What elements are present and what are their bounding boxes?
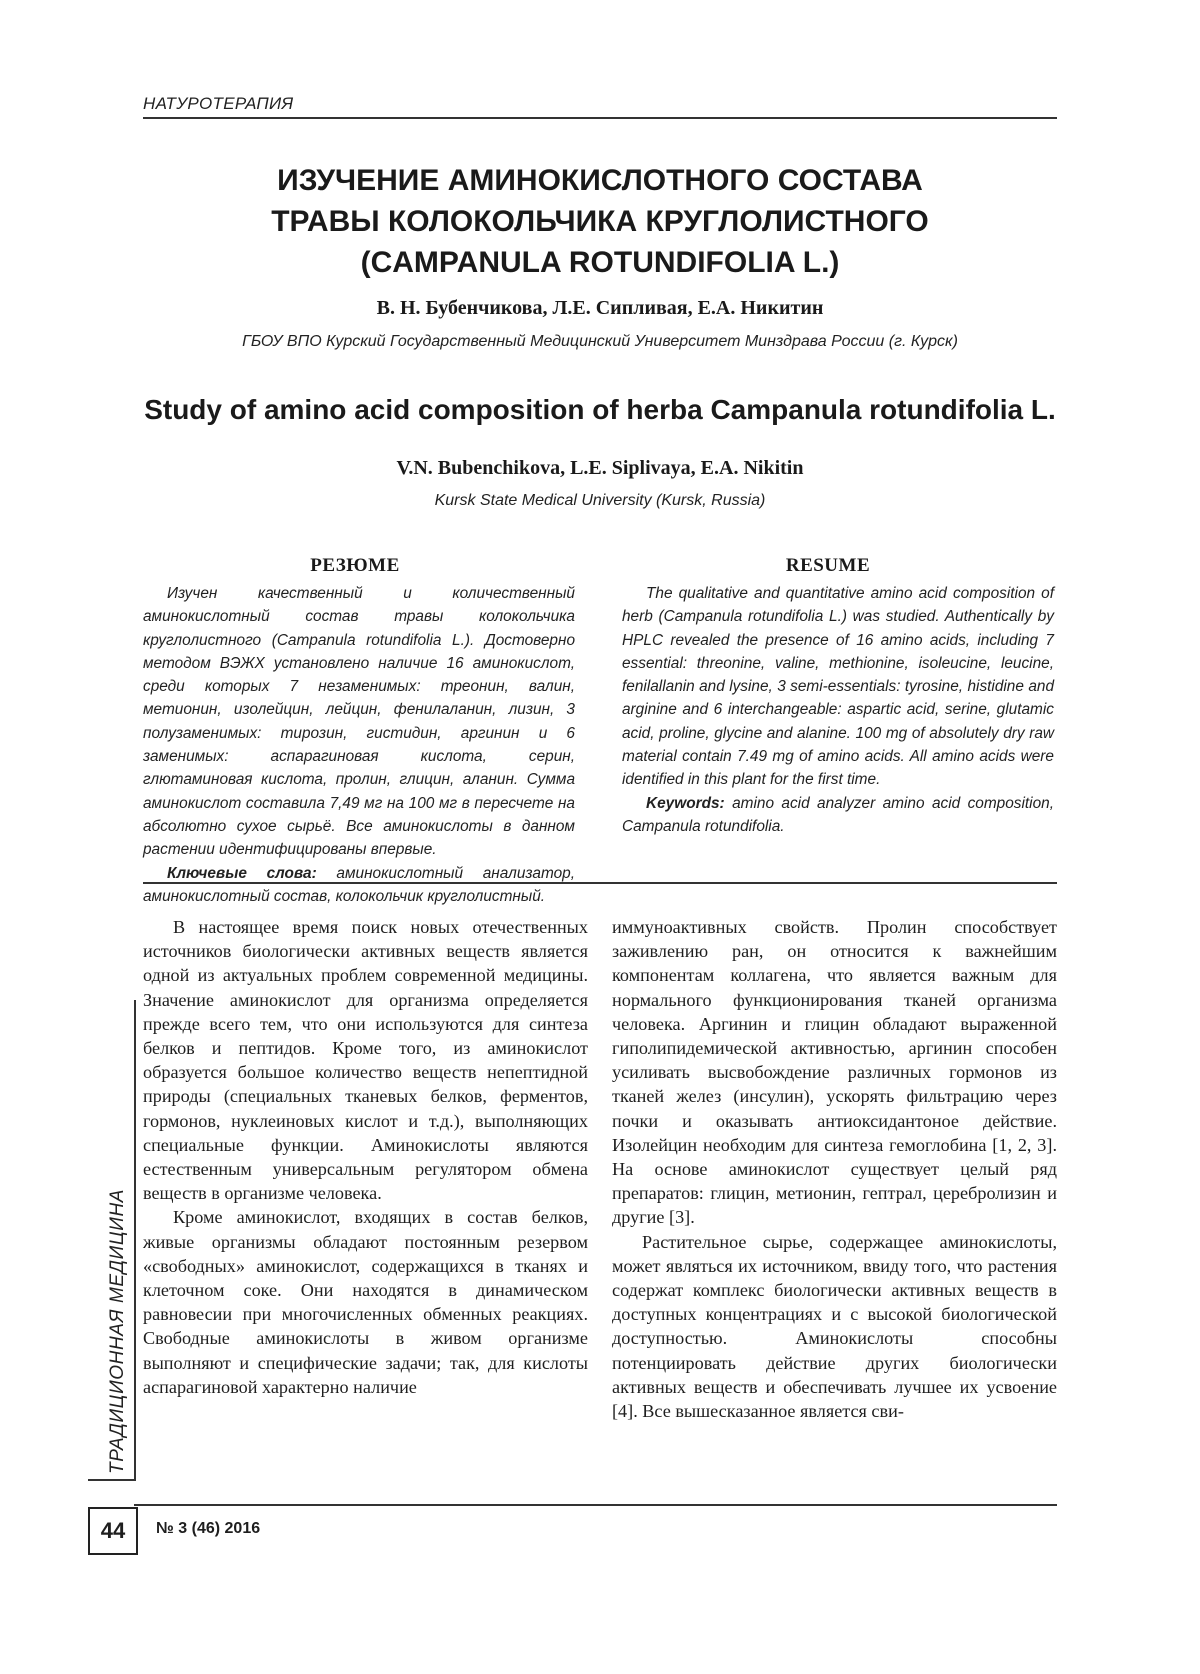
abstract-en bbox=[622, 582, 1054, 838]
side-rule-vertical bbox=[134, 1000, 136, 1480]
keywords-ru-text: аминокислотный анализатор, аминокислотный состав, колокольчик круглолистный. bbox=[143, 864, 575, 905]
authors-en: V.N. Bubenchikova, L.E. Siplivaya, E.A. Nikitin bbox=[396, 457, 804, 479]
body-paragraph: Кроме аминокислот, входящих в состав белков, живые организмы обладают постоянным резервом «свободных» аминокислот, содержащихся в тканях и клеточном соке. Они находятся в динамическом равновесии при многочисленных обменных реакциях. Свободные аминокислоты в живом организме выполняют и специфические задачи; так, для кислоты аспарагиновой характерно наличие bbox=[143, 1207, 588, 1397]
keywords-en-text: amino acid analyzer amino acid composition, Campanula rotundifolia. bbox=[622, 794, 1054, 835]
section-label: НАТУРОТЕРАПИЯ bbox=[143, 94, 294, 113]
abstract-heading-ru: РЕЗЮМЕ bbox=[310, 555, 400, 576]
abstract-heading-en: RESUME bbox=[785, 555, 871, 576]
article-title-ru bbox=[143, 160, 1057, 283]
body-column-left bbox=[143, 915, 588, 1399]
side-rule-horizontal bbox=[88, 1479, 136, 1481]
keywords-ru bbox=[143, 862, 575, 909]
footer-rule bbox=[134, 1504, 1057, 1506]
side-label: ТРАДИЦИОННАЯ МЕДИЦИНА bbox=[107, 1188, 128, 1474]
abstract-en-text: The qualitative and quantitative amino acid composition of herb (Campanula rotundifolia L.) was studied. Authentically by HPLC revealed the presence of 16 amino acids, including 7 essential: threonine, valine, methionine, isoleucine, leucine, fenilallanin and lysine, 3 semi-essentials: tyrosine, histidine and arginine and 6 interchangeable: aspartic acid, serine, glutamic acid, proline, glycine and alanine. 100 mg of absolutely dry raw material contain 7.49 mg of amino acids. All amino acids were identified in this plant for the first time. bbox=[622, 585, 1054, 789]
header-rule bbox=[143, 117, 1057, 119]
title-ru-line-3: (CAMPANULA ROTUNDIFOLIA L.) bbox=[360, 246, 840, 279]
body-column-right bbox=[612, 915, 1057, 1423]
abstract-ru bbox=[143, 582, 575, 908]
keywords-en-label: Keywords: bbox=[646, 794, 725, 812]
keywords-en bbox=[622, 792, 1054, 839]
body-paragraph: Растительное сырье, содержащее аминокислоты, может являться их источником, ввиду того, что растения содержат комплекс биологически активных веществ в доступных концентрациях и с высокой биологической доступностью. Аминокислоты способны потенциировать действие других биологически активных веществ и обеспечивать лучшее их усвоение [4]. Все вышесказанное является сви- bbox=[612, 1231, 1057, 1422]
authors-ru: В. Н. Бубенчикова, Л.Е. Сипливая, Е.А. Никитин bbox=[376, 297, 824, 319]
keywords-ru-label: Ключевые слова: bbox=[167, 864, 317, 882]
title-ru-line-2: ТРАВЫ КОЛОКОЛЬЧИКА КРУГЛОЛИСТНОГО bbox=[271, 205, 929, 238]
issue-number: № 3 (46) 2016 bbox=[156, 1520, 261, 1537]
affiliation-en: Kursk State Medical University (Kursk, Russia) bbox=[434, 492, 766, 509]
body-paragraph: иммуноактивных свойств. Пролин способствует заживлению ран, он относится к важнейшим компонентам коллагена, что является важным для нормального функционирования тканей организма человека. Аргинин и глицин обладают выраженной гиполипидемической активностью, аргинин способен усиливать высвобождение различных гормонов из тканей желез (инсулин), ускорять фильтрацию через почки и оказывать антиоксидантоное действие. Изолейцин необходим для синтеза гемоглобина [1, 2, 3]. На основе аминокислот существует целый ряд препаратов: глицин, метионин, гептрал, церебролизин и другие [3]. bbox=[612, 917, 1057, 1228]
title-ru-line-1: ИЗУЧЕНИЕ АМИНОКИСЛОТНОГО СОСТАВА bbox=[277, 164, 923, 197]
body-paragraph: В настоящее время поиск новых отечественных источников биологически активных веществ является одной из актуальных проблем современной медицины. Значение аминокислот для организма определяется прежде всего тем, что они используются для синтеза белков и пептидов. Кроме того, из аминокислот образуется большое количество веществ непептидной природы (специальных тканевых белков, ферментов, гормонов, нуклеиновых кислот и т.д.), выполняющих специальные функции. Аминокислоты являются естественным универсальным регулятором обмена веществ в организме человека. bbox=[143, 917, 588, 1204]
page-number: 44 bbox=[88, 1507, 138, 1555]
article-title-en: Study of amino acid composition of herba Campanula rotundifolia L. bbox=[144, 394, 1056, 425]
affiliation-ru: ГБОУ ВПО Курский Государственный Медицинский Университет Минздрава России (г. Курск) bbox=[242, 333, 958, 350]
abstract-separator bbox=[143, 882, 1057, 884]
abstract-ru-text: Изучен качественный и количественный аминокислотный состав травы колокольчика круглолистного (Campanula rotundifolia L.). Достоверно методом ВЭЖХ установлено наличие 16 аминокислот, среди которых 7 незаменимых: треонин, валин, метионин, изолейцин, лейцин, фенилаланин, лизин, 3 полузаменимых: тирозин, гистидин, аргинин и 6 заменимых: аспарагиновая кислота, серин, глютаминовая кислота, пролин, глицин, аланин. Сумма аминокислот составила 7,49 мг на 100 мг в пересчете на абсолютно сухое сырьё. Все аминокислоты в данном растении идентифицированы впервые. bbox=[143, 585, 575, 859]
